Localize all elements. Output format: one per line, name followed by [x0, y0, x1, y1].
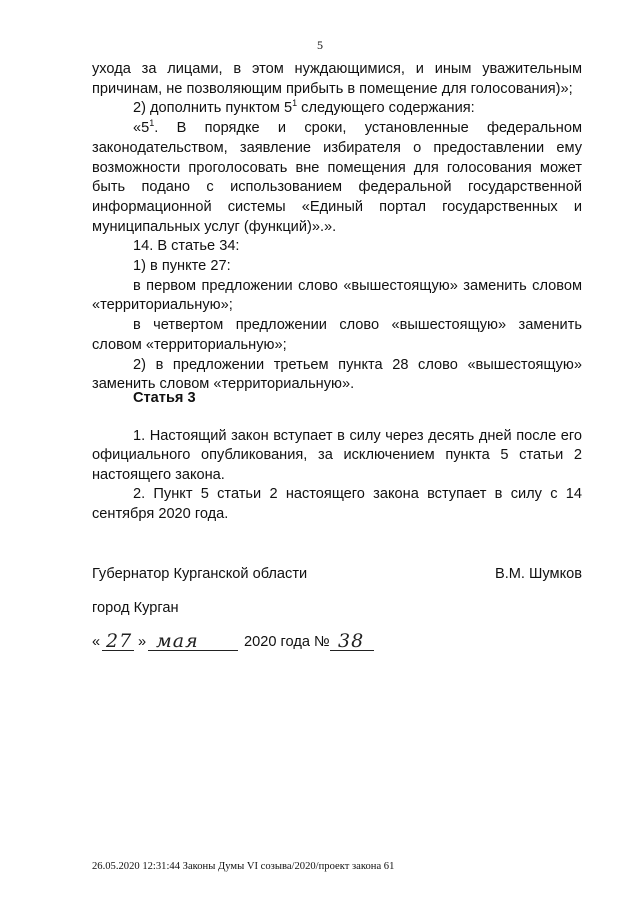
paragraph-text: 2) дополнить пунктом 5: [133, 100, 293, 117]
handwritten-day: 27: [106, 630, 133, 652]
handwritten-number: 38: [338, 630, 365, 652]
superscript: 1: [149, 118, 155, 129]
year-text: 2020 года №: [244, 634, 330, 650]
paragraph-text: в четвертом предложении слово «вышестоящую» заменить словом «территориальную»;: [92, 317, 582, 353]
paragraph-text: . В порядке и сроки, установленные федеральном законодательством, заявление избирателя о предоставлении ему возможности проголосовать вне помещения для голосования может быть подано с использованием федеральной государственной информационной системы «Единый портал государственных и муниципальных услуг (функций)».».: [92, 120, 582, 235]
paragraph-text: 2) в предложении третьем пункта 28 слово «вышестоящую» заменить словом «территориальную».: [92, 356, 582, 393]
month-underline: [148, 650, 238, 651]
paragraph-text: ухода за лицами, в этом нуждающимися, и иным уважительным причинам, не позволяющим прибыть в помещение для голосования)»;: [92, 61, 582, 97]
article-3-item-2: 2. Пункт 5 статьи 2 настоящего закона вступает в силу с 14 сентября 2020 года.: [92, 486, 582, 522]
paragraph-text: 14. В статье 34:: [133, 238, 240, 255]
paragraph-text: «5: [133, 120, 150, 137]
page-number: 5: [317, 38, 323, 52]
open-quote: «: [92, 634, 101, 650]
paragraph-6: [92, 277, 582, 316]
date-line: [92, 630, 392, 656]
paragraph-text: следующего содержания:: [297, 100, 475, 117]
paragraph-4: [92, 237, 582, 257]
paragraph-2: [92, 99, 582, 119]
city-line: город Курган: [92, 600, 179, 616]
paragraph-5: [92, 257, 582, 277]
article-3-body: [92, 427, 582, 524]
amendment-text: [92, 60, 582, 395]
close-quote: »: [138, 634, 147, 650]
article-3-heading: Статья 3: [133, 390, 196, 406]
number-underline: [330, 650, 374, 651]
paragraph-text: в первом предложении слово «вышестоящую» заменить словом «территориальную»;: [92, 277, 582, 314]
document-footer: 26.05.2020 12:31:44 Законы Думы VI созыва/2020/проект закона 61: [92, 861, 395, 872]
handwritten-month: мая: [156, 630, 199, 652]
paragraph-7: [92, 316, 582, 355]
signatory-name: В.М. Шумков: [494, 566, 582, 582]
article-3-item-1: 1. Настоящий закон вступает в силу через десять дней после его официального опубликования, за исключением пункта 5 статьи 2 настоящего закона.: [92, 428, 582, 483]
day-underline: [102, 650, 134, 651]
signatory-position: Губернатор Курганской области: [92, 566, 308, 582]
paragraph-1: [92, 60, 582, 99]
paragraph-text: 1) в пункте 27:: [133, 258, 231, 275]
superscript: 1: [292, 98, 298, 109]
paragraph-3: [92, 119, 582, 237]
signature-block: [92, 566, 582, 582]
